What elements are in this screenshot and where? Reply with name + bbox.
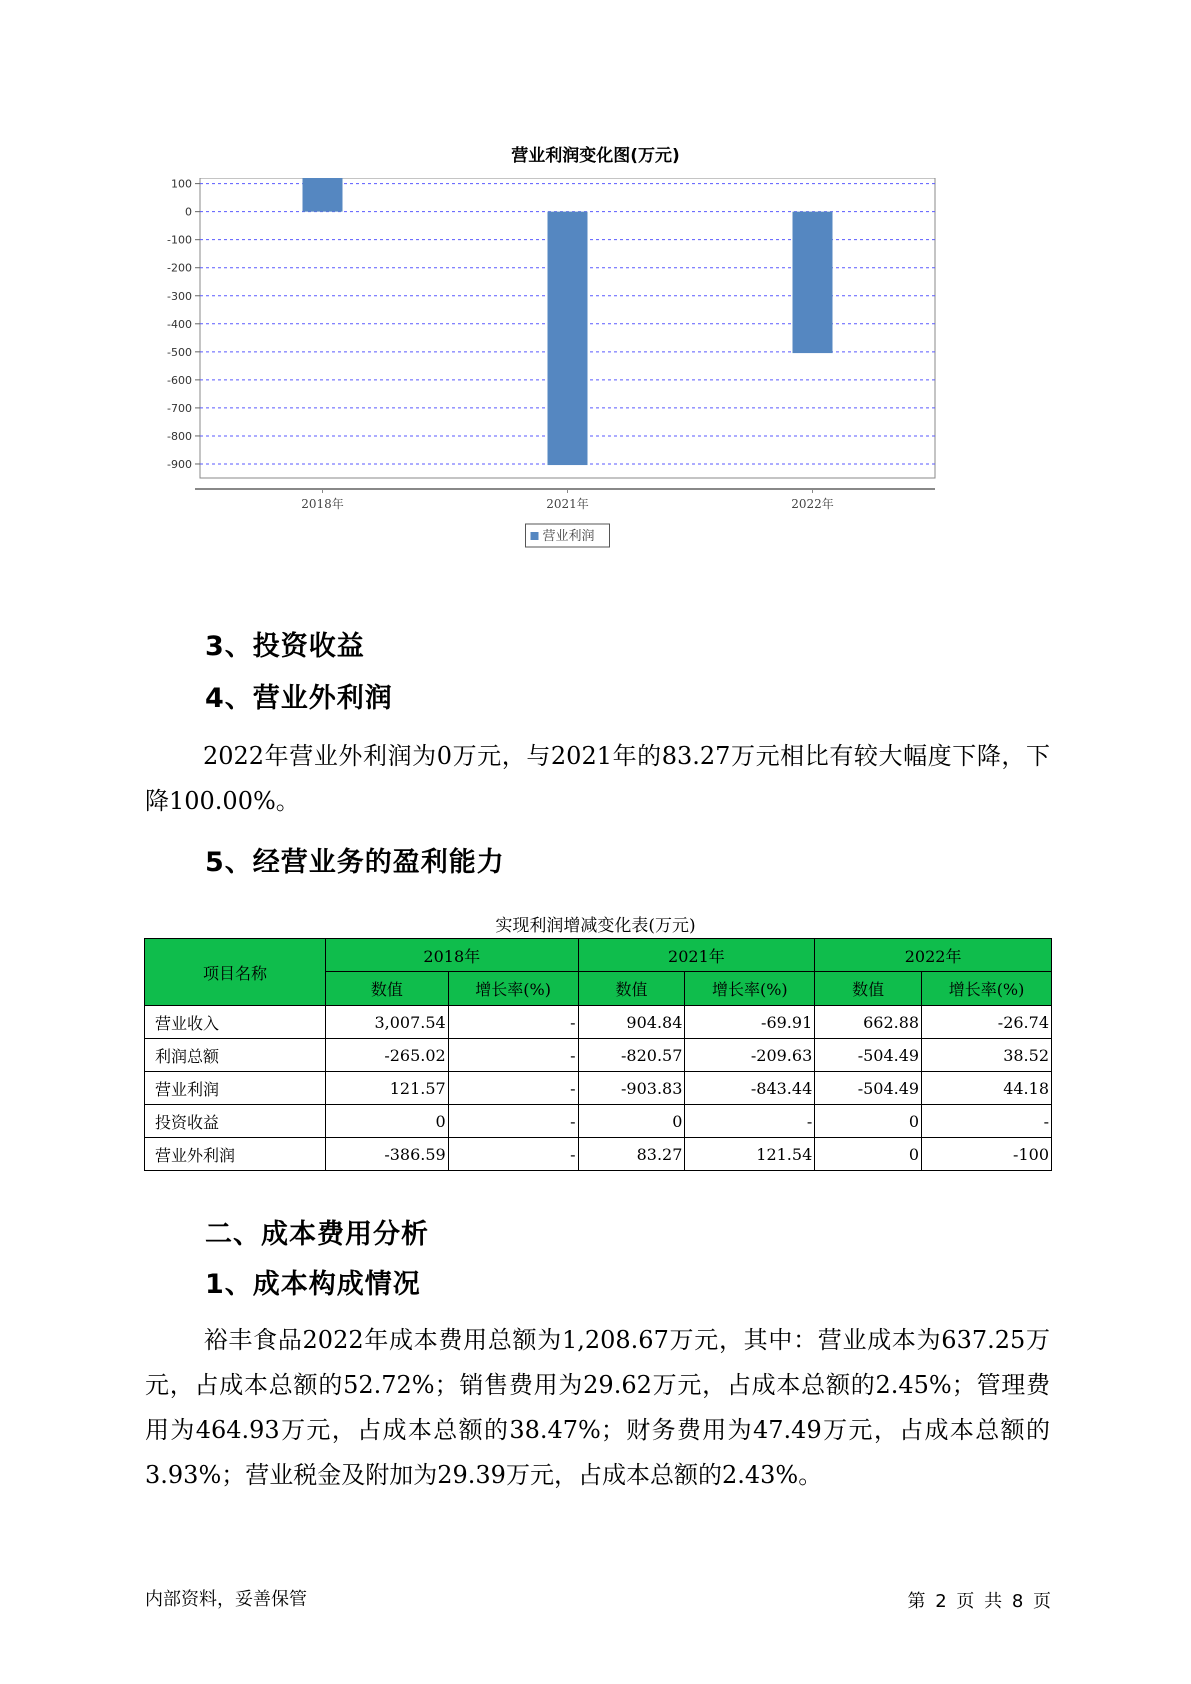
paragraph-cost-structure-text: 裕丰食品2022年成本费用总额为1,208.67万元，其中：营业成本为637.25万元，占成本总额的52.72%；销售费用为29.62万元，占成本总额的2.45%；管理费用为464.93万元，占成本总额的38.47%；财务费用为47.49万元，占成本总额的3.93%；营业税金及附加为29.39万元，占成本总额的2.43%。 [145,1326,1050,1489]
value-cell: -504.49 [815,1039,922,1072]
legend-label: 营业利润 [542,529,595,544]
value-cell: -504.49 [815,1072,922,1105]
table-row [145,1072,1052,1105]
paragraph-non-operating-profit [145,734,1050,824]
table-caption: 实现利润增减变化表(万元) [495,916,696,936]
legend-swatch [531,532,539,540]
y-tick-label: -900 [167,457,192,471]
value-cell: 0 [815,1138,922,1171]
y-tick-label: -500 [167,345,192,359]
heading-cost-structure: 1、成本构成情况 [205,1269,421,1300]
paragraph-cost-structure [145,1318,1050,1498]
y-tick-label: 100 [171,178,192,191]
heading-cost-analysis: 二、成本费用分析 [205,1219,429,1250]
value-cell: 83.27 [578,1138,685,1171]
value-cell: -903.83 [578,1072,685,1105]
bar [793,212,833,353]
bar [303,178,343,212]
growth-rate-cell: - [448,1039,578,1072]
growth-rate-cell: - [922,1105,1052,1138]
y-tick-label: -300 [167,289,192,303]
value-cell: -265.02 [326,1039,449,1072]
growth-rate-cell: -26.74 [922,1006,1052,1039]
growth-rate-cell: - [448,1105,578,1138]
value-subheader: 数值 [578,972,685,1006]
value-cell: 904.84 [578,1006,685,1039]
bar [548,212,588,465]
y-tick-label: -400 [167,317,192,331]
year-header: 2018年 [326,939,579,972]
y-tick-label: -600 [167,373,192,387]
growth-rate-cell: - [448,1072,578,1105]
value-cell: 0 [815,1105,922,1138]
y-tick-label: -200 [167,261,192,275]
footer-confidential-note: 内部资料，妥善保管 [145,1589,307,1610]
growth-rate-cell: 121.54 [685,1138,815,1171]
paragraph-non-operating-profit-text: 2022年营业外利润为0万元，与2021年的83.27万元相比有较大幅度下降，下降100.00%。 [145,742,1050,815]
value-cell: 121.57 [326,1072,449,1105]
growth-rate-cell: -69.91 [685,1006,815,1039]
value-cell: 0 [326,1105,449,1138]
table-row [145,1006,1052,1039]
heading-investment-income: 3、投资收益 [205,631,365,662]
y-tick-label: -800 [167,429,192,443]
value-cell: 662.88 [815,1006,922,1039]
table-row [145,1039,1052,1072]
growth-rate-cell: - [685,1105,815,1138]
growth-rate-cell: - [448,1138,578,1171]
value-cell: 0 [578,1105,685,1138]
row-item-name: 投资收益 [145,1105,326,1138]
growth-rate-cell: -843.44 [685,1072,815,1105]
heading-non-operating-profit: 4、营业外利润 [205,683,393,714]
row-item-name: 营业利润 [145,1072,326,1105]
growth-subheader: 增长率(%) [685,972,815,1006]
year-header: 2021年 [578,939,815,972]
chart-title: 营业利润变化图(万元) [511,146,680,166]
value-subheader: 数值 [815,972,922,1006]
y-tick-label: -100 [167,233,192,247]
row-item-name: 利润总额 [145,1039,326,1072]
y-tick-label: -700 [167,401,192,415]
heading-profitability: 5、经营业务的盈利能力 [205,847,505,878]
value-cell: -386.59 [326,1138,449,1171]
year-header: 2022年 [815,939,1052,972]
table-row [145,1138,1052,1171]
operating-profit-chart [150,178,1050,598]
row-item-name: 营业外利润 [145,1138,326,1171]
x-tick-label: 2022年 [791,497,834,511]
growth-rate-cell: - [448,1006,578,1039]
footer-page-number: 第 2 页 共 8 页 [907,1591,1051,1612]
item-name-header: 项目名称 [145,939,326,1006]
growth-rate-cell: -100 [922,1138,1052,1171]
growth-subheader: 增长率(%) [448,972,578,1006]
value-subheader: 数值 [326,972,449,1006]
growth-subheader: 增长率(%) [922,972,1052,1006]
y-tick-label: 0 [185,205,192,219]
growth-rate-cell: 38.52 [922,1039,1052,1072]
x-tick-label: 2021年 [546,497,589,511]
row-item-name: 营业收入 [145,1006,326,1039]
value-cell: -820.57 [578,1039,685,1072]
table-body [145,1006,1052,1171]
profit-change-table [144,938,1052,1171]
growth-rate-cell: -209.63 [685,1039,815,1072]
x-tick-label: 2018年 [301,497,344,511]
value-cell: 3,007.54 [326,1006,449,1039]
table-row [145,1105,1052,1138]
growth-rate-cell: 44.18 [922,1072,1052,1105]
